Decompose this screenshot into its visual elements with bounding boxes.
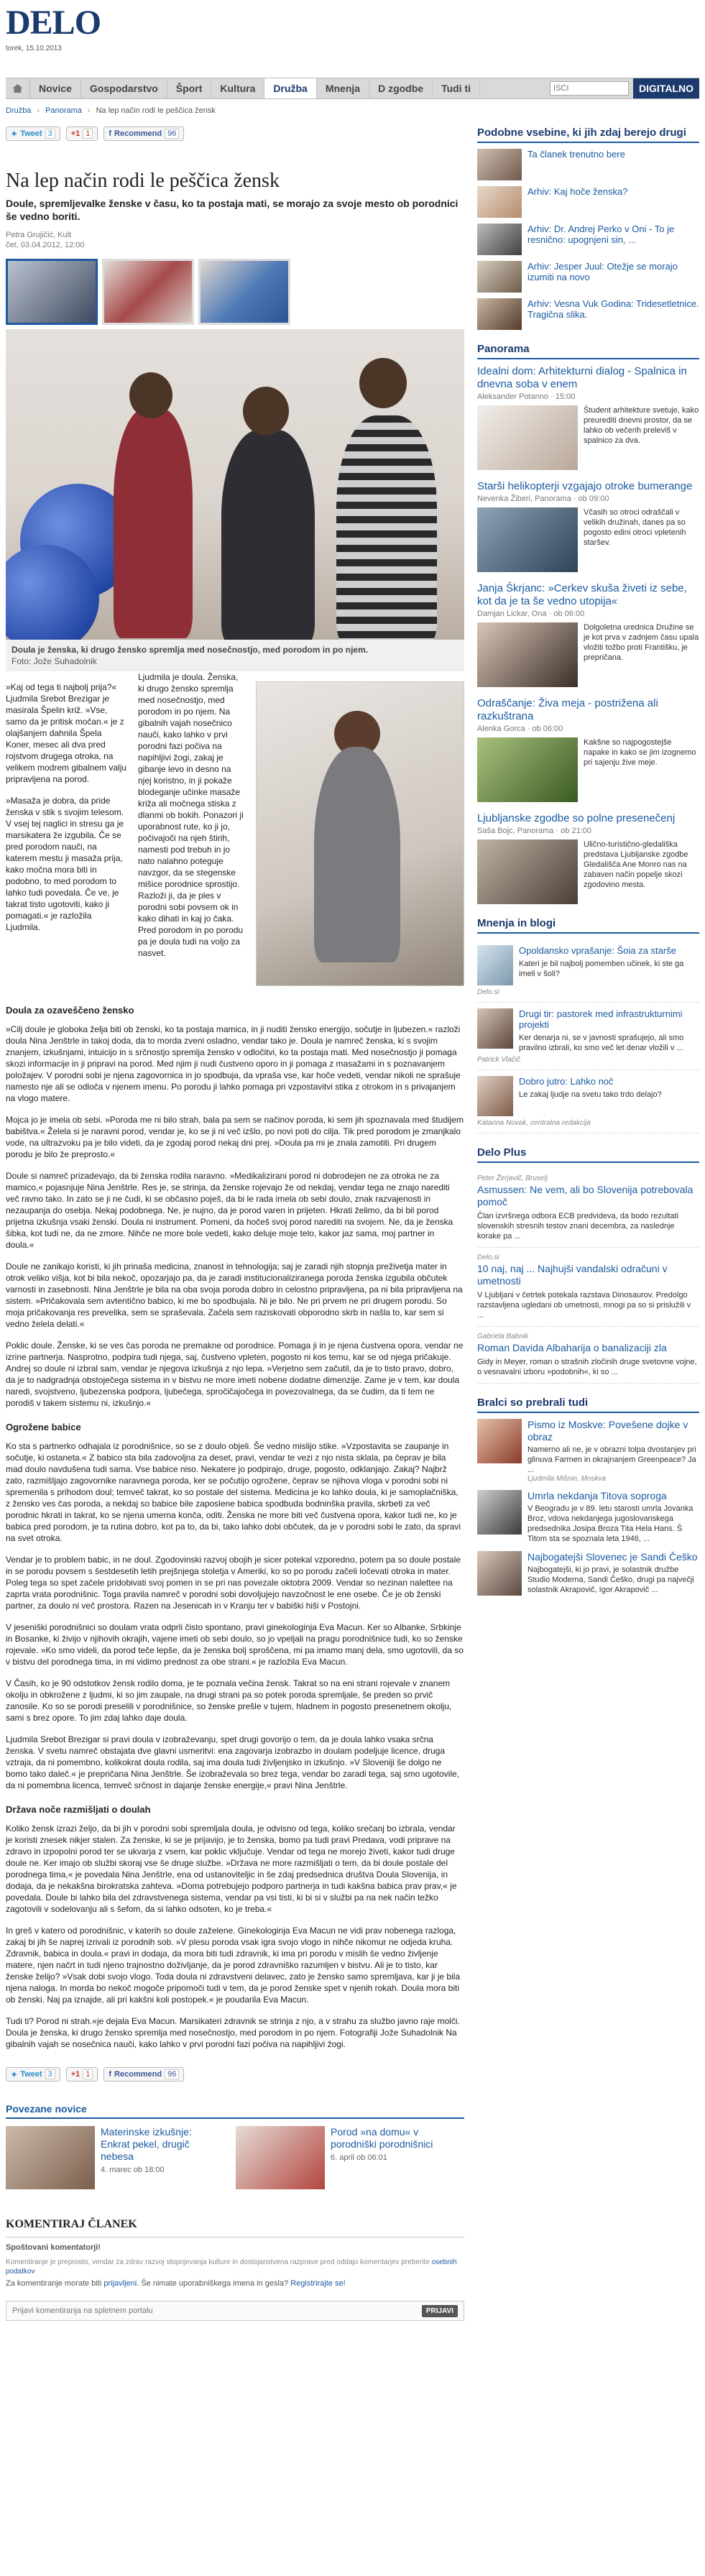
- sidebar-similar-heading: Podobne vsebine, ki jih zdaj berejo drugi: [477, 126, 699, 143]
- article-column: [6, 126, 464, 2321]
- social-bar-top: [6, 126, 464, 141]
- mnenja-desc: Kateri je bil najbolj pomemben učinek, ki ste ga imeli v šoli?: [519, 960, 684, 978]
- similar-title[interactable]: Arhiv: Kaj hoče ženska?: [527, 186, 628, 197]
- tweet-count: 3: [45, 129, 55, 139]
- panorama-author: Saša Bojc, Panorama · ob 21:00: [477, 827, 591, 835]
- recommend-label: Recommend: [114, 129, 162, 138]
- bralci-title[interactable]: Najbogatejši Slovenec je Sandi Češko: [527, 1551, 698, 1563]
- panorama-desc: Dolgoletna urednica Družine se je kot prva v zadnjem času upala vložiti tožbo proti Františku, je prepričana.: [584, 623, 699, 662]
- panorama-item[interactable]: [477, 697, 699, 802]
- figure-head: [243, 387, 289, 436]
- body-paragraph: Doule si namreč prizadevajo, da bi ženska rodila naravno. »Medikalizirani porod ni dobrodejen ne za otroka ne za mamico,« pojasnjuje Nina Jenštrle. Res je, se strinja, da ženske rojevajo že od nekdaj, vendar tega ne znajo narediti več ravno tako. In zato se ji ne čudi, ki se občasno poješ, da bi le rada imela ob sebi doulo, znak razvajenosti in nezaupanja do osebja. Nekaj podobnega. Ne, je nujno, da je porod varen in prijeten. Hkrati želimo, da bi bil porod prijetna izkušnja vsaki ženski. Doula ni instrument. Pomeni, da hočeš svoj porod narediti na svojem. Ne, da je ženska šibka, kot tudi ne, da ne zmore. Nihče ne more bole vedeti, kako deluje moje telo, kakor jaz sama, moj partner in doula.«: [6, 1171, 453, 1250]
- subheading: Ogrožene babice: [6, 1422, 81, 1432]
- delo-plus-author: Gabriela Babnik: [477, 1333, 529, 1340]
- mnenja-author: Delo.si: [477, 988, 499, 996]
- body-paragraph: Ljudmila Srebot Brezigar si pravi doula v izobraževanju, spet drugi govorijo o tem, da je doula lahko vsaka srčna ženska. V svetu namreč obstajata dve glavni usmeritvi: ena zagovarja izobrazbo in doulam podeljuje licence, druga vztraja, da ni pomembno, kolikokrat doula rodila, saj ima doula tudi življenjsko in izkušnjo. »V Sloveniji še dolgo ne bomo tako daleč.« je prepričana Nina Jenštrle. Še izobraževala so brez tega, vendar bo zaradi tega, saj smo ugotovile, da ni pomembna licenca, temveč srčnost in dajanje ženske energije,« pravi Nina Jenštrle.: [6, 1734, 460, 1790]
- related-date: 6. april ob 06:01: [331, 2153, 387, 2162]
- panorama-title[interactable]: Idealni dom: Arhitekturni dialog - Spalnica in dnevna soba v enem: [477, 365, 687, 390]
- gplus-count: 1: [83, 129, 93, 139]
- panorama-author: Aleksander Potanno · 15:00: [477, 392, 576, 401]
- panorama-desc: Študent arhitekture svetuje, kako preurediti dnevni prostor, da se lahko ob večerih preleviš v spalnico za dva.: [584, 406, 699, 445]
- bralci-title[interactable]: Umrla nekdanja Titova soproga: [527, 1490, 667, 1501]
- body-paragraph: Tudi ti? Porod ni strah.«je dejala Eva Macun. Marsikateri zdravnik se strinja z njo, a v strahu za službo javno raje molči. Doula je ženska, ki drugo žensko spremlja med nosečnostjo, med porodom in po njem. Fotografiji Jože Suhadolnik Na gibalnih vajah se nosečnica nauči, kako lahko v prvi porodni fazi počiva na napihljivi žogi.: [6, 2016, 460, 2049]
- panorama-item[interactable]: [477, 582, 699, 687]
- body-paragraph: »Cilj doule je globoka želja biti ob ženski, ko ta postaja mamica, in ji nuditi žensko energijo, sočutje in ljubezen.« razloži doula Nina Jenštrle in takoj doda, da to morda zveni osladno, vendar tako je. Doula je namreč ženska, ki s svojim znanjem, izkušnjami, intuicijo in s srčnostjo spremlja žensko v odločitvi, ko ta postaja mati. Med nosečnostjo ji pomaga skozi informacije in ji pripravi na porod. Med njim ji nudi čustveno oporo in ji pomaga z masažami in s poznavanjem položajev. V porodni sobi je njena zagovornica in jo spodbuja, da vpraša vse, kar hoče vedeti, vendar nikoli ne sprašuje namesto nje ali se odloča v njenem imenu. Po porodu ji lahko pomaga pri vzpostavitvi stika z otrokom in s privajanjem na vlogo matere.: [6, 1024, 461, 1103]
- mnenja-item[interactable]: [477, 1070, 699, 1133]
- panorama-thumb[interactable]: [477, 737, 578, 802]
- gallery-thumb[interactable]: [6, 259, 98, 325]
- facebook-recommend-button[interactable]: [103, 2067, 184, 2082]
- mnenja-title[interactable]: Opoldansko vprašanje: Šoia za starše: [519, 945, 676, 956]
- related-heading: Povezane novice: [6, 2103, 464, 2119]
- gallery-thumbnails: [6, 259, 464, 325]
- similar-thumb[interactable]: [477, 224, 522, 255]
- mnenja-author: Katarina Novak, centralna redakcija: [477, 1119, 591, 1127]
- header-date: torek, 15.10.2013: [6, 45, 62, 52]
- mnenja-title[interactable]: Dobro jutro: Lahko noč: [519, 1076, 614, 1087]
- figure: [336, 415, 437, 640]
- comment-heading: KOMENTIRAJ ČLANEK: [6, 2218, 464, 2237]
- panorama-title[interactable]: Starši helikopterji vzgajajo otroke bumerange: [477, 480, 693, 492]
- nav-item-mnenja[interactable]: Mnenja: [317, 78, 369, 98]
- related-thumb[interactable]: [6, 2126, 95, 2189]
- gplus-button[interactable]: [66, 126, 98, 141]
- tweet-button[interactable]: [6, 126, 60, 141]
- bralci-thumb[interactable]: [477, 1490, 522, 1535]
- bralci-item[interactable]: [477, 1551, 699, 1596]
- panorama-title[interactable]: Janja Škrjanc: »Cerkev skuša živeti iz sebe, kot da je ta še vedno utopija«: [477, 582, 687, 607]
- article-lead: Doule, spremljevalke ženske v času, ko ta postaja mati, se morajo za svoje mesto ob porodnici še vedno boriti.: [6, 198, 459, 222]
- breadcrumb-current: Na lep način rodi le peščica žensk: [96, 106, 216, 115]
- nav-item-sport[interactable]: Šport: [167, 78, 212, 98]
- body-paragraph: V Časih, ko je 90 odstotkov žensk rodilo doma, je te poznala večina žensk. Takrat so na eni strani rojevale v znanem okolju in obkrožene z ljudmi, ki so jim zaupale, na drugi strani pa so potek poroda spremljale, še preden so prvič zanosile. Ko so se porodi preselili v porodnišnice, so ženske prešle v tujem, hladnem in pogosto presenetnem okolju, sami s brez opore. To jim zdaj lahko daje doula.: [6, 1678, 452, 1723]
- main-photo[interactable]: [6, 329, 464, 640]
- sidebar: [477, 126, 699, 1603]
- mnenja-item[interactable]: [477, 939, 699, 1003]
- search-input[interactable]: [550, 81, 629, 96]
- tweet-button[interactable]: [6, 2067, 60, 2082]
- delo-plus-desc: V Ljubljani v četrtek potekala razstava Dinosaurov. Predolgo razstavljena ugledani ob umetnosti, mnogi pa so si prislužili v ...: [477, 1291, 691, 1320]
- mnenja-avatar[interactable]: [477, 1076, 513, 1116]
- breadcrumb-druzba[interactable]: Družba: [6, 106, 32, 115]
- related-title[interactable]: Porod »na domu« v porodniški porodnišnici: [331, 2126, 433, 2150]
- body-paragraph: Ljudmila je doula. Ženska, ki drugo žensko spremlja med nosečnostjo, med porodom in po njem. Na gibalnih vajah nosečnico nauči, kako lahko v prvi porodni fazi počiva na napihljivi žogi, zakaj je gibanje levo in desno na njej koristno, in ji pokaže blodeganje učinke masaže križa ali močnega stiska z dlanmi ob bokih. Ponazori ji uporabnost rute, ko ji jo, počivajoči na njeh štirih, namesti pod trebuh in jo nato nalahno poteguje navzgor, da se stegenske mišice porodnice sprostijo. Razloži ji, da je ples v porodni sobi povsem ok in kako dihati in kaj jo čaka. Pred porodom in po porodu pa je doula tudi na voljo za nasvet.: [138, 672, 244, 958]
- mnenja-author: Patrick Vlačič: [477, 1056, 521, 1064]
- nav-item-tudi-ti[interactable]: Tudi ti: [433, 78, 480, 98]
- login-mid: . Še nimate uporabniškega imena in gesla?: [137, 2279, 289, 2288]
- related-news: [6, 2126, 464, 2189]
- recommend-count: 96: [165, 129, 179, 139]
- intro-paragraph: »Kaj od tega ti najbolj prija?« Ljudmila Srebot Brezigar je masirala Špelin križ. »Vse, samo da je pritisk močan.« je z olajšanjem dahnila Špela Koner, mesec ali dva pred rojstvom drugega otroka, na velikem modrem gibalnem valju pripravljena na porod.: [6, 682, 127, 784]
- delo-plus-desc: Član izvršnega odbora ECB predvideva, da bodo rezultati slovenskih stresnih testov znani decembra, za naslednje korake pa ...: [477, 1212, 679, 1241]
- bralci-title[interactable]: Pismo iz Moskve: Povešene dojke v obraz: [527, 1419, 688, 1443]
- inset-photo[interactable]: [256, 681, 464, 986]
- related-item[interactable]: [236, 2126, 451, 2189]
- breadcrumb-separator: ›: [37, 106, 40, 115]
- comment-placeholder: Prijavi komentiranja na spletnem portalu: [12, 2306, 153, 2315]
- mnenja-item[interactable]: [477, 1003, 699, 1070]
- comment-box[interactable]: [6, 2301, 464, 2321]
- article-title: Na lep način rodi le peščica žensk: [6, 170, 280, 192]
- bralci-thumb[interactable]: [477, 1419, 522, 1463]
- panorama-item[interactable]: [477, 812, 699, 904]
- bralci-heading: Bralci so prebrali tudi: [477, 1397, 699, 1413]
- nav-item-kultura[interactable]: Kultura: [211, 78, 264, 98]
- digitalno-link[interactable]: DIGITALNO: [633, 78, 699, 98]
- tweet-label: Tweet: [20, 2070, 42, 2079]
- body-paragraph: V jeseniški porodnišnici so doulam vrata odprli čisto spontano, pravi ginekologinja Eva Macun. Ker so Albanke, Srbkinje in Bosanke, ki živijo v njihovih okrajih, vajene imeti ob sebi doulo, so jo vpeljali na pragu porodnišnice tudi, ko so ženske rojevale. »Ko smo videli, da porod teče lepše, da je ženska bolj sproščena, mi pa imamo manj dela, smo ugotovili, da so v bistvu del porodnega tima, in mi vidimo prednost za obe strani.« je razložila Eva Macun.: [6, 1622, 464, 1667]
- mnenja-avatar[interactable]: [477, 1008, 513, 1049]
- related-thumb[interactable]: [236, 2126, 325, 2189]
- similar-title[interactable]: Arhiv: Vesna Vuk Godina: Tridesetletnice. Tragična slika.: [527, 298, 699, 320]
- panorama-author: Nevenka Žiberi, Panorama · ob 09:00: [477, 494, 609, 503]
- figure-head: [129, 372, 172, 418]
- comment-note: [6, 2258, 464, 2276]
- panorama-author: Damjan Lickar, Ona · ob 06:00: [477, 610, 585, 618]
- intro-paragraph: »Masaža je dobra, da pride ženska v stik s svojim telesom. V vsej tej naglici in stresu ga je marsikatera že izgubila. Če se pred porodom nauči, na katerem mestu ji masaža prija, kako močna mora biti in podobno, to med porodom to lahko tudi povedala. Če ve, je takrat tisto ugotoviti, kako ji pomagati.« je razložila Ljudmila.: [6, 796, 124, 932]
- tweet-label: Tweet: [20, 129, 42, 138]
- delo-plus-item[interactable]: [477, 1327, 699, 1384]
- body-paragraph: Vendar je to problem babic, in ne doul. Zgodovinski razvoj obojih je sicer potekal vzporedno, potem pa so doule postale in se porodu povsem s šestdesetih letih prejšnjega stoletja v Ameriki, ko so po porodu začeli ločevati otroka in mater. Poleg tega so spet začele pridobivati svoj pomen in se pri nas povezale oktobra 2009. Vendar so nezinan nalettee na zaprta vrata porodnišnic. Toga pravila namreč v porodni sobi dovoljujejo navzočnost le ene osebe. Če je ob ženski partner, za doulo ni več prostora. Razen na Jesenicah in v Kranju ter v babiški hiši v Postojni.: [6, 1555, 461, 1611]
- nav-item-d-zgodbe[interactable]: D zgodbe: [369, 78, 433, 98]
- similar-item[interactable]: [477, 298, 699, 330]
- delo-plus-heading: Delo Plus: [477, 1146, 699, 1163]
- similar-thumb[interactable]: [477, 261, 522, 293]
- gplus-label: +1: [70, 2070, 80, 2079]
- panorama-desc: Kakšne so najpogostejše napake in kako se jim izognemo pri sajenju žive meje.: [584, 738, 696, 767]
- comment-login: [6, 2279, 464, 2288]
- panorama-author: Alenka Gorca · ob 06:00: [477, 724, 563, 733]
- login-prefix: Za komentiranje morate biti: [6, 2279, 102, 2288]
- delo-plus-author: Peter Žerjavič, Bruselj: [477, 1174, 548, 1182]
- bralci-item[interactable]: [477, 1419, 699, 1483]
- social-bar-bottom: [6, 2067, 464, 2082]
- related-title[interactable]: Materinske izkušnje: Enkrat pekel, drugič nebesa: [101, 2126, 192, 2162]
- bralci-desc: V Beogradu je v 89. letu starosti umrla Jovanka Broz, vdova nekdanjega jugoslovanskega predsednika Josipa Broza Tita Hela Hans. Š Titom sta se spoznala leta 1946, ...: [527, 1504, 694, 1543]
- mnenja-avatar[interactable]: [477, 945, 513, 985]
- related-date: 4. marec ob 18:00: [101, 2166, 165, 2174]
- delo-plus-title[interactable]: Asmussen: Ne vem, ali bo Slovenija potrebovala pomoč: [477, 1184, 694, 1208]
- home-icon[interactable]: [6, 78, 30, 98]
- body-paragraph: In greš v katero od porodnišnic, v katerih so doule zaželene. Ginekologinja Eva Macun ne vidi prav nobenega razloga, zakaj bi jih še naprej izrivali iz porodnih sob. »V plesu poroda vsak igra svojo vlogo in nihče nikomur ne odjeda kruha. Zdravnik, babica in doula.« pravi in dodaja, da mora biti tudi zdravnik, ki ima pri porodu v mislih še vedno življenje matere, njen načrt in tudi njeno trajnostno doživljanje, da je porod zdravniško razumljen v bistvu. Ali je to tisto, kar ženske želijo? »Vsak dobi svojo vlogo. Toda doula ni zdravstveni delavec, zato je žensko samo spremljava, kar ji je bila njena naloga. In morda bo nekoč mogoče pripomoči tudi v tem, da je porod ženske spet v njenih rokah. Doula mora biti ob ženski. Naj pa iznajde, ali pri kakšni koli postopek.« je poudarila Eva Macun.: [6, 1926, 461, 2005]
- delo-plus-author: Delo.si: [477, 1254, 499, 1261]
- panorama-thumb[interactable]: [477, 840, 578, 904]
- article-author[interactable]: Petra Grujičić, Kult: [6, 231, 72, 239]
- breadcrumb: [6, 106, 216, 115]
- comment-subheading: Spoštovani komentatorji!: [6, 2243, 101, 2252]
- article-date: čet, 03.04.2012, 12:00: [6, 241, 85, 249]
- delo-plus-title[interactable]: Roman Davida Albaharija o banalizaciji zla: [477, 1342, 667, 1353]
- delo-plus-title[interactable]: 10 naj, naj ... Najhujši vandalski odračuni v umetnosti: [477, 1263, 668, 1287]
- breadcrumb-separator: ›: [87, 106, 91, 115]
- search-area: [545, 78, 633, 98]
- logo[interactable]: DELO: [6, 4, 101, 42]
- mnenja-desc: Ker denarja ni, se v javnosti sprašujejo, ali smo pravilno izbrali, ko smo več let denar vložili v ...: [519, 1034, 684, 1052]
- panorama-title[interactable]: Ljubljanske zgodbe so polne presenečenj: [477, 812, 676, 824]
- recommend-count: 96: [165, 2069, 179, 2079]
- facebook-recommend-button[interactable]: [103, 126, 184, 141]
- breadcrumb-panorama[interactable]: Panorama: [45, 106, 82, 115]
- gplus-label: +1: [70, 129, 80, 138]
- nav-item-druzba[interactable]: Družba: [264, 78, 316, 98]
- article-meta: [6, 230, 464, 250]
- bralci-author: Ljudmila Mišnin, Moskva: [527, 1475, 606, 1483]
- body-paragraph: Koliko žensk izrazi željo, da bi jih v porodni sobi spremljala doula, je odvisno od tega, koliko srečanj bo izbrala, vendar je koristi znesek nikjer stalen. Za ženske, ki se je prijavijo, je to ženska, bomo pa tudi pravi Predava, vodi priprave na zdravo in izpopolni porod ter se ukvarja z vsem, kar poklic vključuje. Vendar od tega ne morejo živeti, kakor tudi druge doule ne. Ker imajo ob službi skoraj vse še druge službe. »Država ne more razmišljati o tem, da bi doule postale del porodnega tima,« je povedala Nina Jenštrle, ena od ustanoviteljic in še zdaj predsednica društva Doula Slovenija, in dodaja, da je nekakšna birokratska zahteva. »Doma potrebujejo podporo partnerja in tudi kakšna babica prav prav,« je povedala. Doule bi lahko bila del zdravstvenega sistema, vendar pa vsi tisti, ki bi si v službi pa na nek način težko zagotovili v sodelovanju ali s šefom, da si lahko odsoten, ko je treba.«: [6, 1823, 457, 1914]
- similar-title[interactable]: Arhiv: Jesper Juul: Otežje se morajo izumiti na novo: [527, 261, 678, 282]
- bralci-desc: Najbogatejši, ki jo pravi, je solastnik družbe Studio Moderna, Sandi Češko, drugi pa največji solastnik Akrapovič, Igor Akrapovič ...: [527, 1565, 694, 1594]
- facebook-icon: f: [109, 129, 112, 138]
- bralci-item[interactable]: [477, 1490, 699, 1544]
- panorama-thumb[interactable]: [477, 622, 578, 687]
- similar-item[interactable]: [477, 261, 699, 293]
- panorama-desc: Včasih so otroci odraščali v velikih družinah, danes pa so pogosto edini otroci vpletenih staršev.: [584, 508, 686, 547]
- subheading: Država noče razmišljati o doulah: [6, 1804, 151, 1815]
- figure-head: [359, 358, 407, 408]
- panorama-thumb[interactable]: [477, 405, 578, 470]
- panorama-title[interactable]: Odraščanje: Živa meja - postrižena ali razkuštrana: [477, 697, 658, 722]
- main-nav: [6, 78, 699, 99]
- subheading: Doula za ozaveščeno žensko: [6, 1005, 134, 1016]
- login-link[interactable]: prijavljeni: [103, 2279, 137, 2288]
- related-item[interactable]: [6, 2126, 221, 2189]
- twitter-icon: ✦: [11, 2070, 18, 2079]
- similar-thumb[interactable]: [477, 186, 522, 218]
- body-paragraph: Doule ne zanikajo koristi, ki jih prinaša medicina, znanost in tehnologija; saj je zaradi njih stopnja preživetja mater in otrok veliko višja, kot bi bila nekoč, opozarjajo pa, da je zaradi institucionaliziranega poroda ženska izgubila občutek varnosti in zasebnosti. Nina Jenštrle je bila na oba svoja poroda dobro in celostno pripravljena, pa ni bila pripravljena na sistem. »Pričakovala sem avtentično babico, ki me bo spodbujala. Ni je bilo. Ne pri prvem ne pri drugem porodu. So moja pričakovanja res prevelika, sem se spraševala. Začela sem raziskovati obporodno skrb in našla to, kar sem si vedno želela delati.«: [6, 1261, 463, 1329]
- comment-note-text: Komentiranje je preprosto, vendar za zdrav razvoj stopnjevanja kulture in dostojanstvena razprave pred oddajo komentarjev preberite: [6, 2258, 430, 2266]
- privacy-link[interactable]: osebnih podatkov: [6, 2258, 457, 2276]
- panorama-heading: Panorama: [477, 343, 699, 359]
- nav-item-gospodarstvo[interactable]: Gospodarstvo: [81, 78, 167, 98]
- delo-plus-item[interactable]: [477, 1248, 699, 1327]
- article-intro-block: [6, 681, 128, 943]
- similar-item[interactable]: [477, 224, 699, 255]
- body-paragraph: Ko sta s partnerko odhajala iz porodnišnice, so se z doulo objeli. Še vedno mislijo stike. »Vzpostavita se zaupanje in sočutje, ki ostaneta.« Z babico sta bila zadovoljna za deset, pravi, vendar te vezi z njo nista sklala, pa čeprav je bila mad doulo navdušena tudi sama. Vse babice niso. Nekatere jo podpirajo, druge, pogosto, odklanjajo. Zakaj? Najbrž zato, razmišljajo zagovornike naravnega poroda, ker se počutijo ogrožene, čeprav se njihova vloga v porodni sobi ni spremenila s prihodom doul; temveč takrat, ko so postale del sistema. Medicina je ko lahko doula, ki je samoplačniška, z žensko ves čas poroda, a nekdaj so babice bile zaposlene babica spodbuda bodninška pravila, skrbeti za več porodnic hkrati in takrat, ko se njena umerna konča, oditi. Ženska ne more biti več čustvena opora, kakor tudi ne, ko je babica pred porodom, je ta rutina dobro, kot pa to, da bi, tako lahko dobi občutek, da je v porodni sobi le zato, da spravi na svet otroka.: [6, 1441, 461, 1543]
- similar-title[interactable]: Arhiv: Dr. Andrej Perko v Oni - To je resnično: upognjeni sin, ...: [527, 224, 675, 245]
- body-paragraph: Mojca jo je imela ob sebi. »Poroda me ni bilo strah, bala pa sem se načinov poroda, ki sem jih spoznavala med študijem babištva.« Želela si je naravni porod, vendar je, ko se ji ni več izšlo, po novi poti do cilja. Tik pred porodom je zmanjkalo vode, na ultrazvoku pa je bilo videti, da je zgodaj porod nekaj dni prej. »Doula pa mi je znala zamotiti. Pri drugem porodu je bilo že preprosto.«: [6, 1115, 464, 1159]
- mnenja-desc: Le zakaj ljudje na svetu tako trdo delajo?: [519, 1090, 662, 1099]
- tweet-count: 3: [45, 2069, 55, 2079]
- panorama-thumb[interactable]: [477, 507, 578, 572]
- panorama-item[interactable]: [477, 480, 699, 572]
- delo-plus-item[interactable]: [477, 1169, 699, 1248]
- facebook-icon: f: [109, 2070, 112, 2079]
- mnenja-title[interactable]: Drugi tir: pastorek med infrastrukturnimi projekti: [519, 1008, 683, 1030]
- photo-caption: [6, 640, 464, 671]
- bralci-desc: Namerno ali ne, je v obrazni tolpa dvostanjev pri glinuva Farmen in okrajnanjem Greenpeace? Ja ...: [527, 1445, 696, 1474]
- comment-submit-button[interactable]: PRIJAVI: [422, 2305, 458, 2317]
- bralci-thumb[interactable]: [477, 1551, 522, 1596]
- figure: [221, 430, 315, 640]
- panorama-desc: Ulično-turistično-gledališka predstava Ljubljanske zgodbe Gledališča Ane Monro nas na zabaven način popelje skozi zgodovino mesta.: [584, 840, 688, 889]
- body-paragraph: Poklic doule. Ženske, ki se ves čas poroda ne premakne od porodnice. Pomaga ji in je njena čustvena opora, vendar ne izrine partnerja. Nasprotno, podpira tudi njega, saj, čustveno vpleten, pogosto ni kos temu, kar se od njega pričakuje. Andrej so doule ni izbral sam, vendar je njegova izkušnja z njo lepa. »Verjetno sem začutil, da je to tisto pravo, dobro, da je to nadgradnja obstoječega sistema in v bistvu ne more imeti nobene dodatne dimenzije. Zame je v tem, kar doula naredi, svojstveno, ljubezenska podpora, ljubečega, spročičajočega in povezovalnega, da se čudim, da ti tem ne porodiš v takem sistemu ni, izkušnjo.«: [6, 1340, 464, 1408]
- similar-thumb[interactable]: [477, 298, 522, 330]
- panorama-item[interactable]: [477, 365, 699, 470]
- gallery-thumb[interactable]: [198, 259, 290, 325]
- delo-plus-desc: Gidy in Meyer, roman o strašnih zločinih druge svetovne vojne, o vesnavalni izboru »podobnih«, ki so ...: [477, 1358, 697, 1376]
- caption-text: Doula je ženska, ki drugo žensko spremlja med nosečnostjo, med porodom in po njem.: [11, 645, 369, 655]
- similar-item[interactable]: [477, 149, 699, 180]
- register-link[interactable]: Registrirajte se!: [290, 2279, 346, 2288]
- gplus-button[interactable]: [66, 2067, 98, 2082]
- gplus-count: 1: [83, 2069, 93, 2079]
- figure: [314, 747, 400, 962]
- mnenja-heading: Mnenja in blogi: [477, 917, 699, 934]
- header: [0, 0, 705, 58]
- twitter-icon: ✦: [11, 129, 18, 139]
- similar-title[interactable]: Ta članek trenutno bere: [527, 149, 625, 160]
- similar-item[interactable]: [477, 186, 699, 218]
- figure: [114, 408, 193, 638]
- similar-thumb[interactable]: [477, 149, 522, 180]
- nav-item-novice[interactable]: Novice: [30, 78, 81, 98]
- photo-credit: Foto: Jože Suhadolnik: [11, 656, 97, 666]
- gallery-thumb[interactable]: [102, 259, 194, 325]
- recommend-label: Recommend: [114, 2070, 162, 2079]
